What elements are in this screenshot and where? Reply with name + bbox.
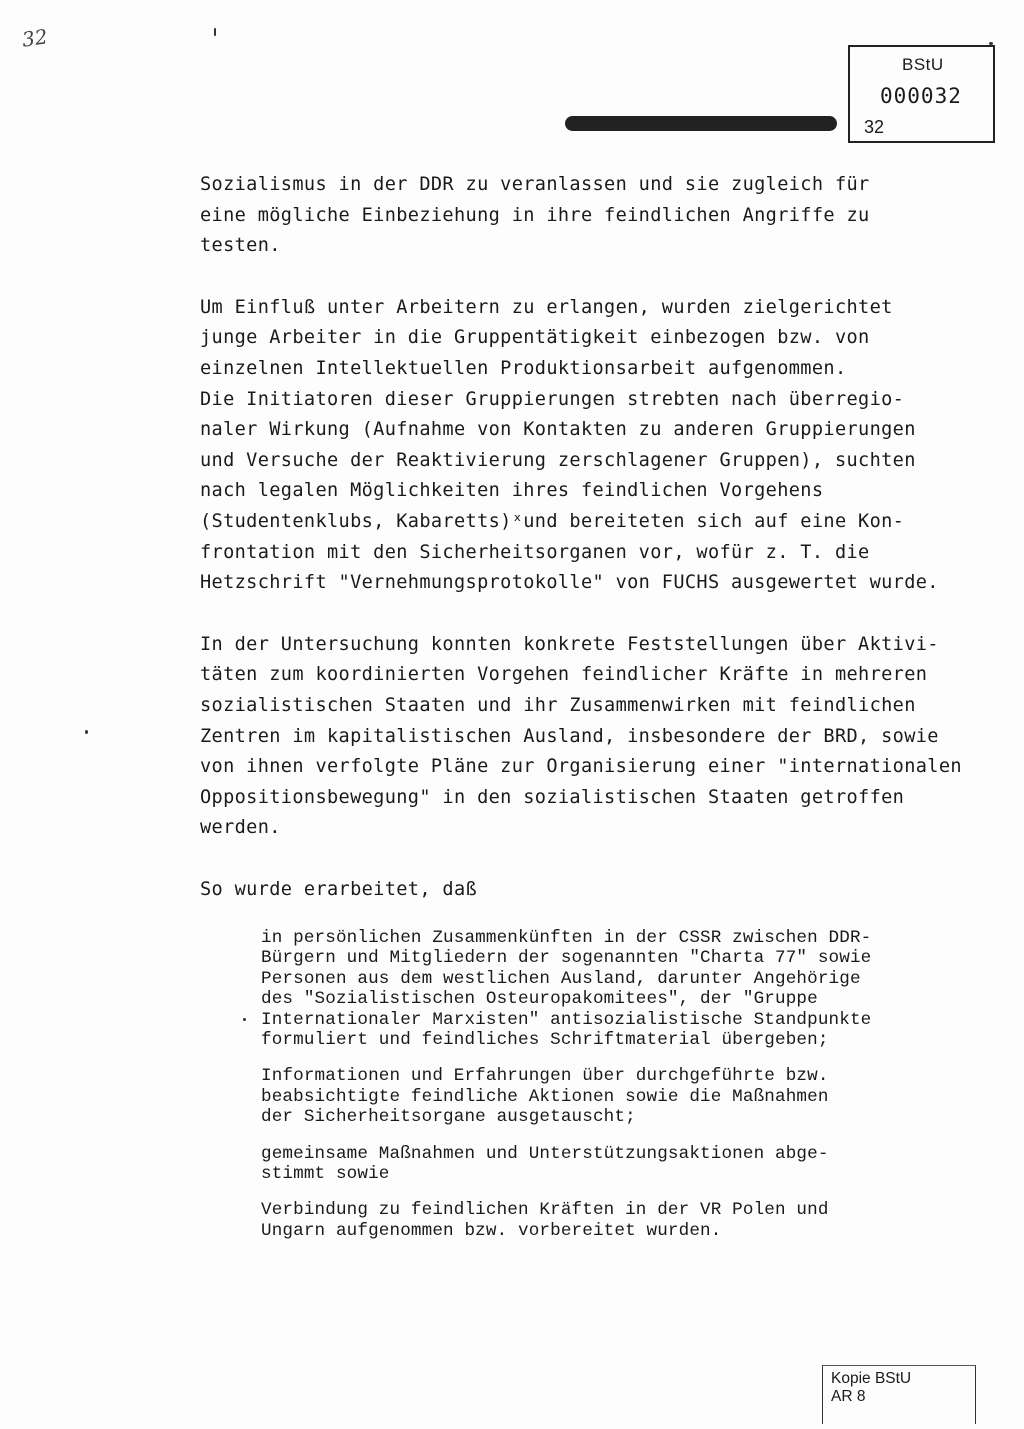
list-item: Verbindung zu feindlichen Kräften in der VR Polen und Ungarn aufgenommen bzw. vorbereitet wurden. <box>261 1200 829 1241</box>
list-item: Informationen und Erfahrungen über durchgeführte bzw. beabsichtigte feindliche Aktionen sowie die Maßnahmen der Sicherheitsorgane ausgetauscht; <box>261 1066 829 1128</box>
archive-stamp-label: BStU <box>902 55 944 74</box>
list-item: gemeinsame Maßnahmen und Unterstützungsaktionen abge- stimmt sowie <box>261 1143 829 1185</box>
paragraph-1: Sozialismus in der DDR zu veranlassen und sie zugleich für eine mögliche Einbeziehung in ihre feindlichen Angriffe zu testen. <box>200 174 870 257</box>
copy-stamp-line1: Kopie BStU <box>831 1370 912 1387</box>
archive-stamp-number: 000032 <box>880 84 962 108</box>
archive-stamp <box>848 45 995 143</box>
handwritten-page-number: 32 <box>20 24 49 52</box>
speck <box>989 42 993 45</box>
paragraph-2: Um Einfluß unter Arbeitern zu erlangen, wurden zielgerichtet junge Arbeiter in die Gruppentätigkeit einbezogen bzw. von einzelnen Intellektuellen Produktionsarbeit aufgenommen. Die Initiatoren dieser Gruppierungen strebten nach überregio- naler Wirkung (Aufnahme von Kontakten zu anderen Gruppierungen und Versuche der Reaktivierung zerschlagener Gruppen), suchten nach legalen Möglichkeiten ihres feindlichen Vorgehens (Studentenklubs, Kabaretts)ˣund bereiteten sich auf eine Kon- frontation mit den Sicherheitsorganen vor, wofür z. T. die Hetzschrift "Vernehmungsprotokolle" von FUCHS ausgewertet wurde. <box>200 296 939 594</box>
paragraph-4: So wurde erarbeitet, daß <box>200 878 478 900</box>
copy-stamp <box>822 1365 976 1424</box>
document-body <box>200 170 990 905</box>
speck <box>243 1018 246 1021</box>
speck <box>214 28 216 36</box>
finding-list <box>261 928 971 1257</box>
paragraph-3: In der Untersuchung konnten konkrete Feststellungen über Aktivi- täten zum koordinierten Vorgehen feindlicher Kräfte in mehreren sozialistischen Staaten und ihr Zusammenwirken mit feindlichen Zentren im kapitalistischen Ausland, insbesondere der BRD, sowie von ihnen verfolgte Pläne zur Organisierung einer "internationalen Oppositionsbewegung" in den sozialistischen Staaten getroffen werden. <box>200 633 962 839</box>
speck <box>85 730 88 734</box>
redaction-bar <box>565 116 837 131</box>
archive-stamp-page: 32 <box>864 117 885 137</box>
list-item: in persönlichen Zusammenkünften in der CSSR zwischen DDR- Bürgern und Mitgliedern der sogenannten "Charta 77" sowie Personen aus dem westlichen Ausland, darunter Angehörige des "Sozialistischen Osteuropakomitees", der "Gruppe Internationaler Marxisten" antisozialistische Standpunkte formuliert und feindliches Schriftmaterial übergeben; <box>261 928 872 1051</box>
copy-stamp-line2: AR 8 <box>831 1388 866 1405</box>
